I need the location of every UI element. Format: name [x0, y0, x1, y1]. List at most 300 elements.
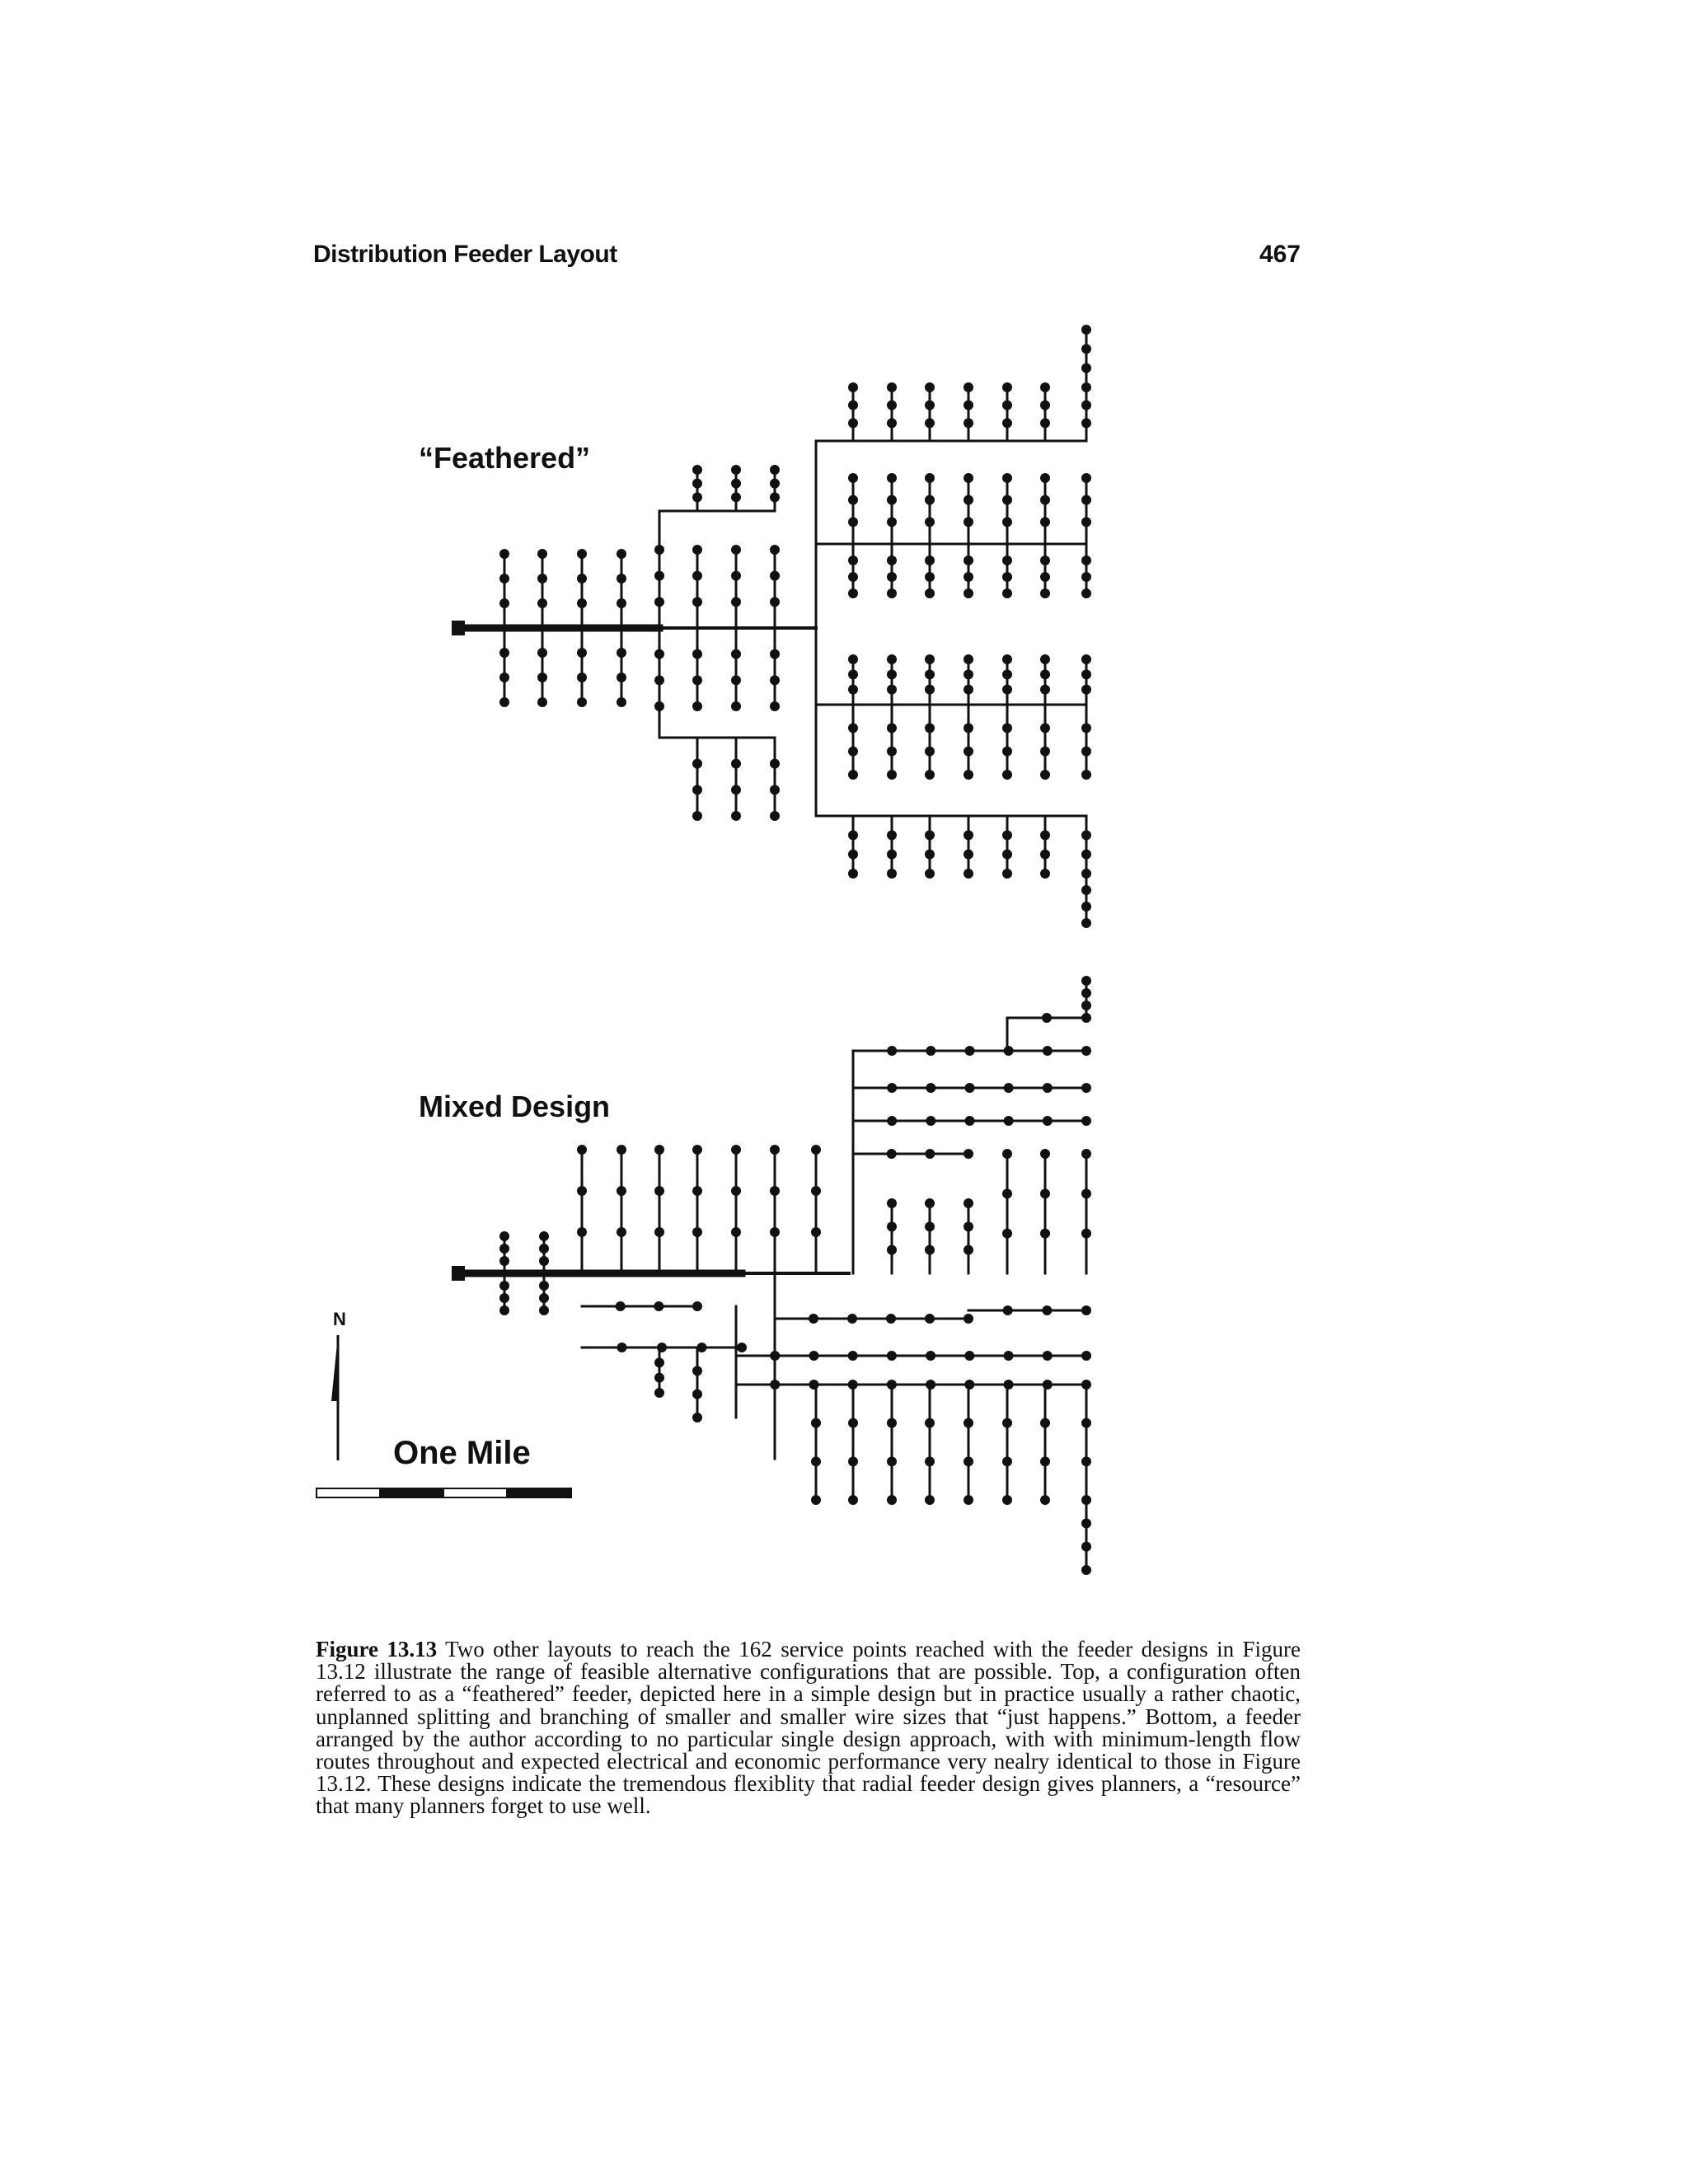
- service-point: [925, 1314, 935, 1324]
- service-point: [1002, 685, 1012, 695]
- service-point: [964, 669, 973, 679]
- service-point: [964, 588, 973, 598]
- service-point: [1040, 685, 1050, 695]
- scale-bar: [316, 1435, 571, 1497]
- service-point: [537, 598, 547, 608]
- service-point: [499, 1244, 509, 1254]
- service-point: [499, 549, 509, 559]
- service-point: [654, 1373, 664, 1383]
- service-point: [848, 669, 858, 679]
- service-point: [964, 517, 973, 527]
- service-point: [537, 574, 547, 583]
- service-point: [1081, 555, 1091, 565]
- service-point: [1002, 473, 1012, 483]
- service-point: [770, 465, 780, 475]
- service-point: [887, 1221, 897, 1231]
- service-point: [964, 770, 973, 780]
- service-point: [926, 1116, 935, 1126]
- service-point: [1081, 517, 1091, 527]
- service-point: [692, 675, 702, 685]
- service-point: [964, 685, 973, 695]
- service-point: [887, 850, 897, 860]
- service-point: [925, 517, 935, 527]
- service-point: [654, 597, 664, 607]
- service-point: [731, 545, 741, 555]
- service-point: [577, 549, 587, 559]
- feathered-feeder-diagram: [452, 325, 1091, 928]
- service-point: [1002, 654, 1012, 664]
- service-point: [770, 492, 780, 502]
- service-point: [692, 649, 702, 659]
- service-point: [964, 382, 973, 392]
- north-arrow: [331, 1309, 346, 1460]
- service-point: [537, 673, 547, 682]
- service-point: [1081, 1149, 1091, 1159]
- service-point: [887, 869, 897, 879]
- service-point: [692, 785, 702, 794]
- service-point: [925, 1495, 935, 1505]
- service-point: [1081, 976, 1091, 986]
- service-point: [617, 574, 626, 583]
- service-point: [1043, 1046, 1053, 1056]
- service-point: [1081, 1001, 1091, 1010]
- service-point: [1002, 495, 1012, 505]
- service-point: [848, 747, 858, 757]
- service-point: [964, 850, 973, 860]
- service-point: [964, 572, 973, 582]
- service-point: [887, 1418, 897, 1428]
- service-point: [577, 1145, 587, 1155]
- service-point: [692, 1186, 702, 1196]
- service-point: [1081, 918, 1091, 928]
- service-point: [1081, 1116, 1091, 1126]
- service-point: [1081, 344, 1091, 354]
- service-point: [1002, 850, 1012, 860]
- service-point: [1002, 1418, 1012, 1428]
- service-point: [965, 1083, 975, 1093]
- service-point: [731, 597, 741, 607]
- service-point: [731, 1186, 741, 1196]
- service-point: [887, 770, 897, 780]
- service-point: [1081, 473, 1091, 483]
- service-point: [925, 869, 935, 879]
- service-point: [887, 418, 897, 428]
- service-point: [848, 1495, 858, 1505]
- service-point: [692, 1227, 702, 1237]
- service-point: [1040, 850, 1050, 860]
- service-point: [887, 1495, 897, 1505]
- service-point: [1002, 1188, 1012, 1198]
- service-point: [1002, 1495, 1012, 1505]
- service-point: [965, 1116, 975, 1126]
- service-point: [499, 673, 509, 682]
- service-point: [1081, 902, 1091, 912]
- service-point: [1081, 885, 1091, 895]
- service-point: [1042, 1013, 1052, 1023]
- service-point: [737, 1343, 747, 1352]
- service-point: [887, 555, 897, 565]
- service-point: [887, 723, 897, 733]
- service-point: [887, 1456, 897, 1466]
- service-point: [770, 571, 780, 581]
- service-point: [1040, 1495, 1050, 1505]
- service-point: [616, 1301, 626, 1311]
- service-point: [926, 1083, 935, 1093]
- service-point: [848, 685, 858, 695]
- service-point: [1081, 770, 1091, 780]
- mixed-design-label: Mixed Design: [419, 1090, 611, 1123]
- service-point: [617, 673, 626, 682]
- service-point: [887, 747, 897, 757]
- service-point: [617, 1145, 626, 1155]
- service-point: [1043, 1083, 1053, 1093]
- service-point: [692, 545, 702, 555]
- service-point: [925, 654, 935, 664]
- service-point: [811, 1186, 821, 1196]
- service-point: [1040, 869, 1050, 879]
- figure-caption-label: Figure 13.13: [316, 1637, 438, 1661]
- service-point: [617, 549, 626, 559]
- service-point: [1081, 685, 1091, 695]
- service-point: [1040, 1149, 1050, 1159]
- service-point: [539, 1244, 549, 1254]
- service-point: [887, 1046, 897, 1056]
- service-point: [692, 1301, 702, 1311]
- service-point: [1004, 1083, 1014, 1093]
- service-point: [848, 418, 858, 428]
- service-point: [1040, 1456, 1050, 1466]
- service-point: [617, 1186, 626, 1196]
- service-point: [1002, 588, 1012, 598]
- service-point: [770, 675, 780, 685]
- service-point: [1002, 517, 1012, 527]
- service-point: [1040, 473, 1050, 483]
- service-point: [1002, 669, 1012, 679]
- service-point: [770, 1186, 780, 1196]
- service-point: [1040, 723, 1050, 733]
- service-point: [1081, 1565, 1091, 1575]
- service-point: [770, 479, 780, 489]
- service-point: [811, 1227, 821, 1237]
- service-point: [1040, 418, 1050, 428]
- service-point: [539, 1281, 549, 1291]
- service-point: [539, 1256, 549, 1266]
- service-point: [848, 555, 858, 565]
- service-point: [1040, 1229, 1050, 1239]
- scale-segment-3: [443, 1488, 507, 1497]
- service-point: [654, 1301, 663, 1311]
- service-point: [499, 1231, 509, 1241]
- service-point: [1081, 588, 1091, 598]
- service-point: [1081, 1188, 1091, 1198]
- service-point: [848, 401, 858, 410]
- service-point: [1040, 517, 1050, 527]
- service-point: [1002, 572, 1012, 582]
- service-point: [925, 770, 935, 780]
- service-point: [887, 1245, 897, 1255]
- service-point: [654, 649, 664, 659]
- service-point: [539, 1231, 549, 1241]
- service-point: [1040, 654, 1050, 664]
- service-point: [499, 697, 509, 707]
- service-point: [692, 811, 702, 821]
- service-point: [692, 1145, 702, 1155]
- service-point: [499, 648, 509, 658]
- service-point: [577, 574, 587, 583]
- service-point: [1002, 382, 1012, 392]
- service-point: [731, 701, 741, 711]
- service-point: [925, 669, 935, 679]
- service-point: [848, 572, 858, 582]
- service-point: [964, 1198, 973, 1208]
- service-point: [770, 1351, 780, 1361]
- service-point: [770, 701, 780, 711]
- service-point: [539, 1305, 549, 1315]
- service-point: [692, 492, 702, 502]
- service-point: [499, 1305, 509, 1315]
- service-point: [964, 1456, 973, 1466]
- service-point: [499, 598, 509, 608]
- service-point: [925, 1221, 935, 1231]
- service-point: [617, 1227, 626, 1237]
- service-point: [617, 1343, 627, 1352]
- service-point: [617, 697, 626, 707]
- service-point: [1004, 1046, 1014, 1056]
- service-point: [499, 1281, 509, 1291]
- service-point: [1081, 572, 1091, 582]
- service-point: [848, 850, 858, 860]
- service-point: [1081, 1305, 1091, 1315]
- service-point: [537, 697, 547, 707]
- service-point: [577, 673, 587, 682]
- service-point: [964, 747, 973, 757]
- service-point: [887, 830, 897, 840]
- service-point: [809, 1351, 818, 1361]
- service-point: [925, 830, 935, 840]
- service-point: [887, 382, 897, 392]
- service-point: [654, 675, 664, 685]
- service-point: [887, 1351, 897, 1361]
- service-point: [1002, 830, 1012, 840]
- north-arrow-label: N: [333, 1309, 346, 1329]
- service-point: [887, 1116, 897, 1126]
- service-point: [1040, 669, 1050, 679]
- service-point: [1004, 1116, 1014, 1126]
- service-point: [654, 1227, 664, 1237]
- service-point: [1081, 988, 1091, 998]
- service-point: [1040, 830, 1050, 840]
- service-point: [1040, 555, 1050, 565]
- service-point: [925, 473, 935, 483]
- service-point: [731, 675, 741, 685]
- service-point: [964, 723, 973, 733]
- service-point: [848, 869, 858, 879]
- service-point: [1081, 1456, 1091, 1466]
- service-point: [925, 747, 935, 757]
- service-point: [1081, 495, 1091, 505]
- service-point: [1081, 1229, 1091, 1239]
- service-point: [964, 1245, 973, 1255]
- service-point: [731, 479, 741, 489]
- service-point: [847, 1314, 857, 1324]
- service-point: [770, 785, 780, 794]
- service-point: [848, 654, 858, 664]
- service-point: [731, 649, 741, 659]
- service-point: [1081, 325, 1091, 335]
- service-point: [617, 648, 626, 658]
- service-point: [809, 1314, 818, 1324]
- service-point: [964, 1314, 973, 1324]
- service-point: [692, 479, 702, 489]
- service-point: [964, 473, 973, 483]
- service-point: [964, 1149, 973, 1159]
- service-point: [848, 1351, 858, 1361]
- service-point: [811, 1495, 821, 1505]
- service-point: [770, 545, 780, 555]
- service-point: [654, 1145, 664, 1155]
- service-point: [577, 1186, 587, 1196]
- service-point: [925, 495, 935, 505]
- service-point: [887, 517, 897, 527]
- service-point: [692, 1366, 702, 1376]
- service-point: [848, 723, 858, 733]
- service-point: [809, 1380, 818, 1390]
- service-point: [848, 517, 858, 527]
- service-point: [537, 549, 547, 559]
- service-point: [654, 1388, 664, 1398]
- service-point: [1040, 770, 1050, 780]
- service-point: [848, 473, 858, 483]
- service-point: [887, 588, 897, 598]
- service-point: [925, 555, 935, 565]
- service-point: [925, 418, 935, 428]
- service-point: [925, 401, 935, 410]
- service-point: [887, 1149, 897, 1159]
- service-point: [887, 1083, 897, 1093]
- scale-segment-4: [507, 1488, 571, 1497]
- service-point: [1004, 1351, 1014, 1361]
- service-point: [499, 1293, 509, 1303]
- service-point: [925, 588, 935, 598]
- service-point: [654, 701, 664, 711]
- service-point: [1040, 588, 1050, 598]
- service-point: [577, 1227, 587, 1237]
- service-point: [848, 770, 858, 780]
- service-point: [1081, 747, 1091, 757]
- service-point: [692, 1390, 702, 1399]
- service-point: [1081, 1351, 1091, 1361]
- service-point: [1002, 723, 1012, 733]
- service-point: [1002, 418, 1012, 428]
- service-point: [848, 1418, 858, 1428]
- service-point: [1002, 555, 1012, 565]
- service-point: [577, 598, 587, 608]
- figure-caption-text: Two other layouts to reach the 162 service points reached with the feeder designs in Figure 13.12 illustrate the range of feasible alternative configurations that are possible. Top, a configuration often referred to as a “feathered” feeder, depicted here in a simple design but in practice usually a rather chaotic, unplanned splitting and branching of smaller and smaller wire sizes that “just happens.” Bottom, a feeder arranged by the author according to no particular single design approach, with with minimum-length flow routes throughout and expected electrical and economic performance very nealry identical to those in Figure 13.12. These designs indicate the tremendous flexiblity that radial feeder design gives planners, a “resource” that many planners forget to use well.: [316, 1637, 1301, 1819]
- service-point: [887, 572, 897, 582]
- service-point: [577, 697, 587, 707]
- figure-caption: [316, 1638, 1301, 1818]
- service-point: [770, 759, 780, 769]
- service-point: [964, 1221, 973, 1231]
- service-point: [848, 382, 858, 392]
- service-point: [499, 1256, 509, 1266]
- service-point: [887, 1198, 897, 1208]
- service-point: [1043, 1116, 1053, 1126]
- service-point: [1004, 1380, 1014, 1390]
- service-point: [731, 759, 741, 769]
- service-point: [770, 1380, 780, 1390]
- service-point: [1002, 1149, 1012, 1159]
- service-point: [925, 1149, 935, 1159]
- service-point: [692, 701, 702, 711]
- service-point: [1002, 401, 1012, 410]
- service-point: [848, 495, 858, 505]
- service-point: [692, 759, 702, 769]
- service-point: [770, 1145, 780, 1155]
- service-point: [925, 1245, 935, 1255]
- service-point: [499, 574, 509, 583]
- service-point: [654, 545, 664, 555]
- service-point: [887, 495, 897, 505]
- service-point: [925, 1456, 935, 1466]
- service-point: [1081, 1418, 1091, 1428]
- service-point: [1081, 850, 1091, 860]
- service-point: [925, 1198, 935, 1208]
- service-point: [770, 597, 780, 607]
- scale-segment-2: [380, 1488, 443, 1497]
- service-point: [770, 1227, 780, 1237]
- service-point: [926, 1046, 935, 1056]
- service-point: [617, 598, 626, 608]
- service-point: [1081, 654, 1091, 664]
- service-point: [925, 685, 935, 695]
- service-point: [925, 723, 935, 733]
- scale-segment-1: [316, 1488, 380, 1497]
- service-point: [1003, 1305, 1013, 1315]
- service-point: [1081, 418, 1091, 428]
- service-point: [1081, 669, 1091, 679]
- service-point: [1040, 495, 1050, 505]
- service-point: [692, 571, 702, 581]
- service-point: [770, 811, 780, 821]
- service-point: [1081, 1518, 1091, 1528]
- service-point: [964, 869, 973, 879]
- service-point: [537, 648, 547, 658]
- service-point: [654, 571, 664, 581]
- service-point: [964, 1418, 973, 1428]
- service-point: [577, 648, 587, 658]
- service-point: [965, 1046, 975, 1056]
- service-point: [731, 465, 741, 475]
- service-point: [1002, 770, 1012, 780]
- service-point: [1081, 363, 1091, 373]
- service-point: [1002, 1456, 1012, 1466]
- service-point: [887, 669, 897, 679]
- service-point: [887, 473, 897, 483]
- service-point: [1002, 1229, 1012, 1239]
- service-point: [692, 465, 702, 475]
- service-point: [1081, 830, 1091, 840]
- service-point: [925, 850, 935, 860]
- service-point: [1042, 1305, 1052, 1315]
- service-point: [654, 1186, 664, 1196]
- mixed-design-feeder-diagram: [452, 976, 1091, 1575]
- service-point: [887, 401, 897, 410]
- service-point: [925, 572, 935, 582]
- service-point: [1043, 1351, 1053, 1361]
- service-point: [964, 654, 973, 664]
- running-head-title: Distribution Feeder Layout: [313, 241, 617, 268]
